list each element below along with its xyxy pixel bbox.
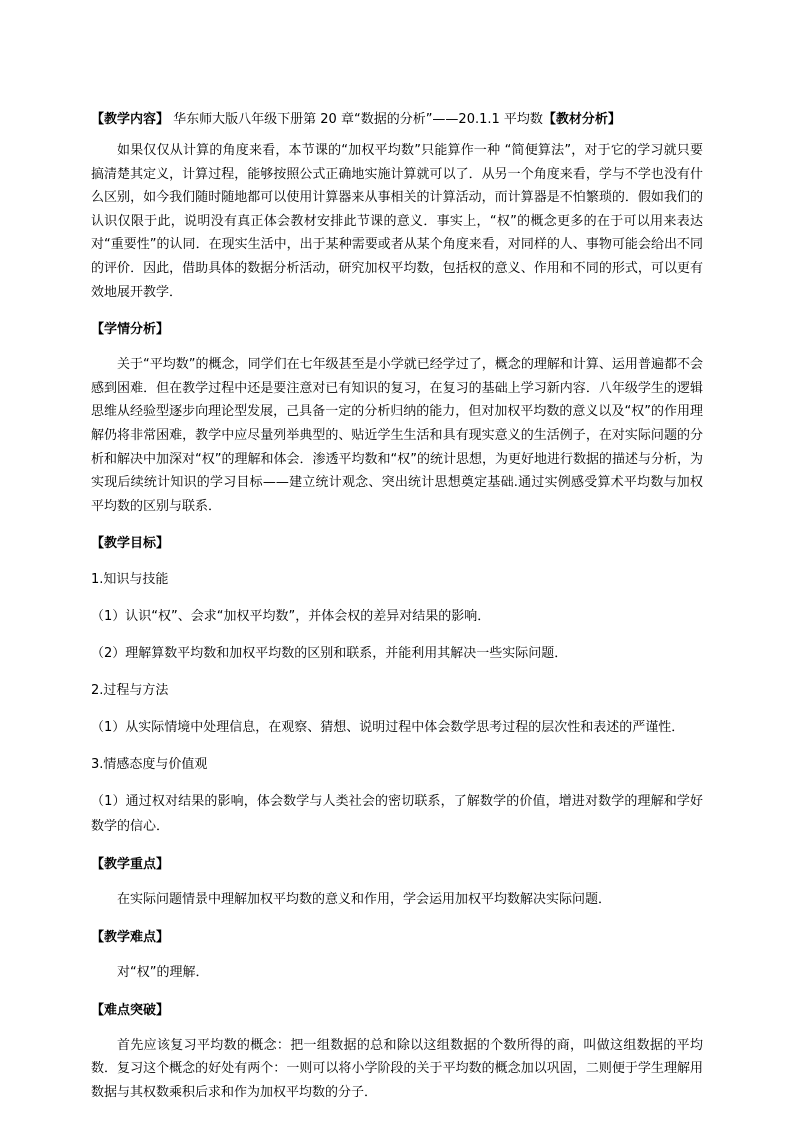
objectives-heading: 【教学目标】 xyxy=(91,536,170,552)
textbook-analysis-label: 【教材分析】 xyxy=(542,112,621,127)
key-point-paragraph: 在实际问题情景中理解加权平均数的意义和作用，学会运用加权平均数解决实际问题． xyxy=(117,892,612,908)
textbook-analysis-paragraph: 如果仅仅从计算的角度来看，本节课的“加权平均数”只能算作一种 “简便算法”，对于它的学习就只要搞清楚其定义，计算过程，能够按照公式正确地实施计算就可以了．从另一个角度来看，学与不学也没有什么区别，如今我们随时随地都可以使用计算器来从事相关的计算活动，而计算器是不怕繁琐的．假如我们的认识仅限于此，说明没有真正体会教材安排此节课的意义．事实上，“权”的概念更多的在于可以用来表达对“重要性”的认同．在现实生活中，出于某种需要或者从某个角度来看，对同样的人、事物可能会给出不同的评价．因此，借助具体的数据分析活动，研究加权平均数，包括权的意义、作用和不同的形式，可以更有效地展开教学． xyxy=(91,143,703,300)
difficulty-heading: 【教学难点】 xyxy=(91,929,170,945)
objective-emotion-title: 3.情感态度与价值观 xyxy=(91,757,208,773)
breakthrough-paragraph: 首先应该复习平均数的概念：把一组数据的总和除以这组数据的个数所得的商，叫做这组数据的平均数．复习这个概念的好处有两个：一则可以将小学阶段的关于平均数的概念加以巩固，二则便于学生理解用数据与其权数乘积后求和作为加权平均数的分子． xyxy=(91,1037,703,1100)
objective-knowledge-item-1: （1）认识“权”、会求“加权平均数”，并体会权的差异对结果的影响． xyxy=(91,609,491,625)
student-analysis-paragraph: 关于“平均数”的概念，同学们在七年级甚至是小学就已经学过了，概念的理解和计算、运用普遍都不会感到困难．但在教学过程中还是要注意对已有知识的复习，在复习的基础上学习新内容．八年级学生的逻辑思维从经验型逐步向理论型发展，己具备一定的分析归纳的能力，但对加权平均数的意义以及“权”的作用理解仍将非常困难，教学中应尽量列举典型的、贴近学生生活和具有现实意义的生活例子，在对实际问题的分析和解决中加深对“权”的理解和体会．渗透平均数和“权”的统计思想，为更好地进行数据的描述与分析，为实现后续统计知识的学习目标——建立统计观念、突出统计思想奠定基础.通过实例感受算术平均数与加权平均数的区别与联系． xyxy=(91,357,703,514)
objective-process-item-1: （1）从实际情境中处理信息，在观察、猜想、说明过程中体会数学思考过程的层次性和表述的严谨性． xyxy=(91,720,685,736)
objective-knowledge-item-2: （2）理解算数平均数和加权平均数的区别和联系，并能利用其解决一些实际问题． xyxy=(91,646,568,662)
breakthrough-heading: 【难点突破】 xyxy=(91,1002,170,1018)
student-analysis-heading: 【学情分析】 xyxy=(91,322,170,338)
lesson-plan-page xyxy=(91,108,703,1104)
objective-process-title: 2.过程与方法 xyxy=(91,683,169,699)
teaching-content-line xyxy=(91,108,703,131)
key-point-heading: 【教学重点】 xyxy=(91,857,170,873)
teaching-content-label: 【教学内容】 xyxy=(91,112,170,127)
objective-emotion-item-1: （1）通过权对结果的影响，体会数学与人类社会的密切联系，了解数学的价值，增进对数学的理解和学好数学的信心． xyxy=(91,794,703,835)
difficulty-paragraph: 对“权”的理解． xyxy=(117,964,209,980)
teaching-content-text: 华东师大版八年级下册第 20 章“数据的分析”——20.1.1 平均数 xyxy=(169,112,543,127)
objective-knowledge-title: 1.知识与技能 xyxy=(91,572,169,588)
